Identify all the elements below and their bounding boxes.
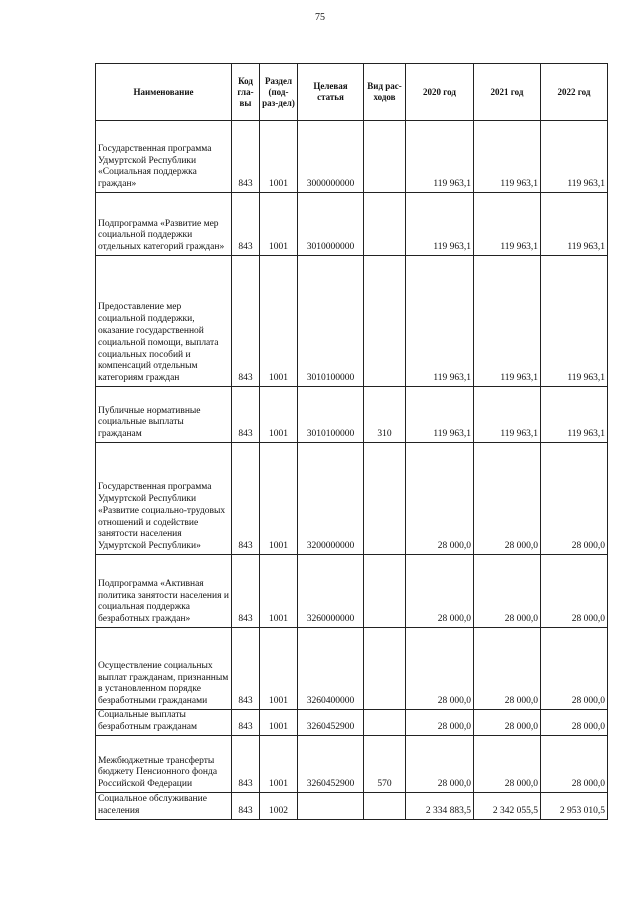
cell-target: 3260452900 — [298, 736, 364, 793]
cell-kind — [364, 121, 406, 193]
cell-y2021: 28 000,0 — [474, 628, 541, 710]
cell-y2022: 119 963,1 — [541, 387, 608, 443]
cell-kind — [364, 628, 406, 710]
cell-y2021: 28 000,0 — [474, 555, 541, 628]
cell-y2020: 28 000,0 — [406, 628, 474, 710]
cell-kind: 570 — [364, 736, 406, 793]
cell-y2020: 28 000,0 — [406, 555, 474, 628]
cell-name: Государственная программа Удмуртской Республики «Развитие социально-трудовых отношений и содействие занятости населения Удмуртской Республики» — [96, 443, 232, 555]
cell-name: Подпрограмма «Развитие мер социальной поддержки отдельных категорий граждан» — [96, 193, 232, 256]
cell-y2020: 119 963,1 — [406, 121, 474, 193]
header-2021: 2021 год — [474, 64, 541, 121]
cell-code: 843 — [232, 736, 260, 793]
cell-name: Предоставление мер социальной поддержки, оказание государственной социальной помощи, выплата социальных пособий и компенсаций отдельным категориям граждан — [96, 256, 232, 387]
header-section: Раздел (под-раз-дел) — [260, 64, 298, 121]
cell-y2020: 119 963,1 — [406, 387, 474, 443]
table-row — [96, 121, 608, 193]
header-kind: Вид рас-ходов — [364, 64, 406, 121]
cell-kind: 310 — [364, 387, 406, 443]
cell-kind — [364, 193, 406, 256]
cell-name: Государственная программа Удмуртской Республики «Социальная поддержка граждан» — [96, 121, 232, 193]
cell-section: 1001 — [260, 555, 298, 628]
cell-section: 1002 — [260, 793, 298, 820]
cell-y2022: 28 000,0 — [541, 710, 608, 736]
cell-code: 843 — [232, 793, 260, 820]
table-row — [96, 628, 608, 710]
cell-section: 1001 — [260, 121, 298, 193]
table-row — [96, 555, 608, 628]
budget-table — [95, 63, 608, 820]
cell-target: 3200000000 — [298, 443, 364, 555]
cell-target: 3010000000 — [298, 193, 364, 256]
cell-target: 3260400000 — [298, 628, 364, 710]
cell-kind — [364, 256, 406, 387]
cell-y2021: 119 963,1 — [474, 193, 541, 256]
cell-target: 3000000000 — [298, 121, 364, 193]
cell-kind — [364, 793, 406, 820]
cell-y2022: 28 000,0 — [541, 443, 608, 555]
cell-section: 1001 — [260, 256, 298, 387]
page-number: 75 — [315, 12, 325, 23]
cell-y2022: 119 963,1 — [541, 121, 608, 193]
cell-code: 843 — [232, 628, 260, 710]
header-name: Наименование — [96, 64, 232, 121]
cell-target: 3010100000 — [298, 256, 364, 387]
table-row — [96, 193, 608, 256]
cell-name: Социальное обслуживание населения — [96, 793, 232, 820]
cell-code: 843 — [232, 443, 260, 555]
cell-y2022: 2 953 010,5 — [541, 793, 608, 820]
cell-kind — [364, 710, 406, 736]
cell-section: 1001 — [260, 193, 298, 256]
cell-y2020: 119 963,1 — [406, 193, 474, 256]
header-target: Целевая статья — [298, 64, 364, 121]
cell-section: 1001 — [260, 628, 298, 710]
header-code: Код гла-вы — [232, 64, 260, 121]
cell-kind — [364, 443, 406, 555]
header-2020: 2020 год — [406, 64, 474, 121]
cell-y2022: 28 000,0 — [541, 736, 608, 793]
cell-code: 843 — [232, 256, 260, 387]
cell-section: 1001 — [260, 443, 298, 555]
cell-y2021: 28 000,0 — [474, 736, 541, 793]
header-2022: 2022 год — [541, 64, 608, 121]
cell-code: 843 — [232, 387, 260, 443]
cell-name: Подпрограмма «Активная политика занятости населения и социальная поддержка безработных граждан» — [96, 555, 232, 628]
cell-kind — [364, 555, 406, 628]
cell-y2021: 119 963,1 — [474, 121, 541, 193]
cell-y2022: 119 963,1 — [541, 256, 608, 387]
cell-y2021: 119 963,1 — [474, 387, 541, 443]
cell-code: 843 — [232, 555, 260, 628]
cell-code: 843 — [232, 710, 260, 736]
table-row — [96, 710, 608, 736]
cell-target: 3260000000 — [298, 555, 364, 628]
table-row — [96, 256, 608, 387]
table-header-row — [96, 64, 608, 121]
cell-target: 3260452900 — [298, 710, 364, 736]
cell-y2022: 28 000,0 — [541, 555, 608, 628]
cell-y2021: 2 342 055,5 — [474, 793, 541, 820]
cell-y2020: 28 000,0 — [406, 710, 474, 736]
cell-y2020: 28 000,0 — [406, 443, 474, 555]
cell-name: Межбюджетные трансферты бюджету Пенсионного фонда Российской Федерации — [96, 736, 232, 793]
cell-code: 843 — [232, 193, 260, 256]
cell-y2020: 119 963,1 — [406, 256, 474, 387]
cell-name: Социальные выплаты безработным гражданам — [96, 710, 232, 736]
cell-y2021: 119 963,1 — [474, 256, 541, 387]
table-row — [96, 736, 608, 793]
cell-target — [298, 793, 364, 820]
table-row — [96, 387, 608, 443]
table-row — [96, 793, 608, 820]
cell-y2021: 28 000,0 — [474, 710, 541, 736]
cell-code: 843 — [232, 121, 260, 193]
table-row — [96, 443, 608, 555]
cell-y2022: 119 963,1 — [541, 193, 608, 256]
cell-y2020: 28 000,0 — [406, 736, 474, 793]
table-body — [96, 121, 608, 820]
cell-y2020: 2 334 883,5 — [406, 793, 474, 820]
cell-section: 1001 — [260, 736, 298, 793]
cell-section: 1001 — [260, 710, 298, 736]
cell-name: Осуществление социальных выплат гражданам, признанным в установленном порядке безработными гражданами — [96, 628, 232, 710]
cell-section: 1001 — [260, 387, 298, 443]
cell-y2021: 28 000,0 — [474, 443, 541, 555]
cell-target: 3010100000 — [298, 387, 364, 443]
cell-name: Публичные нормативные социальные выплаты гражданам — [96, 387, 232, 443]
cell-y2022: 28 000,0 — [541, 628, 608, 710]
